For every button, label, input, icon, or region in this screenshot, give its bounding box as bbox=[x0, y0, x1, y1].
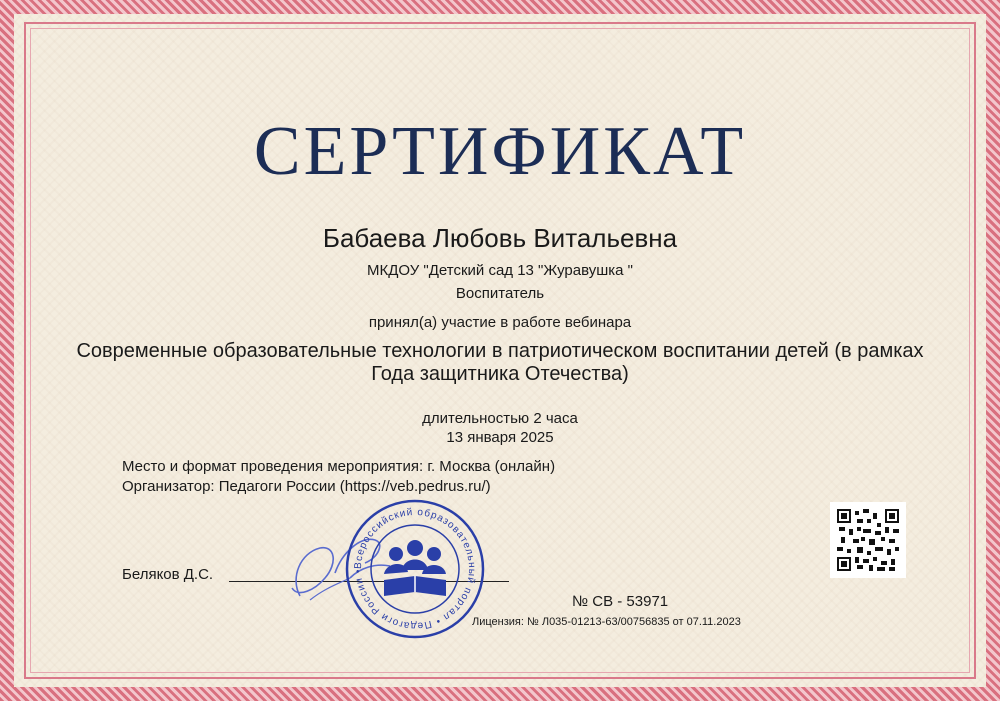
qr-code[interactable] bbox=[830, 502, 906, 578]
recipient-name: Бабаева Любовь Витальевна bbox=[322, 223, 678, 253]
organizer: Организатор: Педагоги России (https://veb.pedrus.ru/) bbox=[122, 478, 491, 495]
license-text: Лицензия: № Л035-01213-63/00756835 от 07.11.2023 bbox=[472, 616, 741, 628]
webinar-title: Современные образовательные технологии в патриотическом воспитании детей (в рамках Года защитника Отечества) bbox=[76, 340, 924, 385]
signatory-name: Беляков Д.С. bbox=[122, 566, 214, 583]
certificate-title: СЕРТИФИКАТ bbox=[253, 113, 747, 190]
qr-code-icon bbox=[837, 509, 899, 571]
venue: Место и формат проведения мероприятия: г. Москва (онлайн) bbox=[122, 458, 556, 475]
organization: МКДОУ "Детский сад 13 "Журавушка " bbox=[367, 262, 633, 279]
position: Воспитатель bbox=[455, 285, 545, 302]
duration: длительностью 2 часа bbox=[422, 410, 578, 427]
certificate-number: № СВ - 53971 bbox=[572, 593, 669, 610]
stamp-text: Всероссийский образовательный портал • Педагоги России • bbox=[352, 506, 478, 632]
event-date: 13 января 2025 bbox=[446, 429, 554, 446]
official-stamp bbox=[344, 498, 486, 640]
participation-text: принял(а) участие в работе вебинара bbox=[368, 314, 632, 331]
